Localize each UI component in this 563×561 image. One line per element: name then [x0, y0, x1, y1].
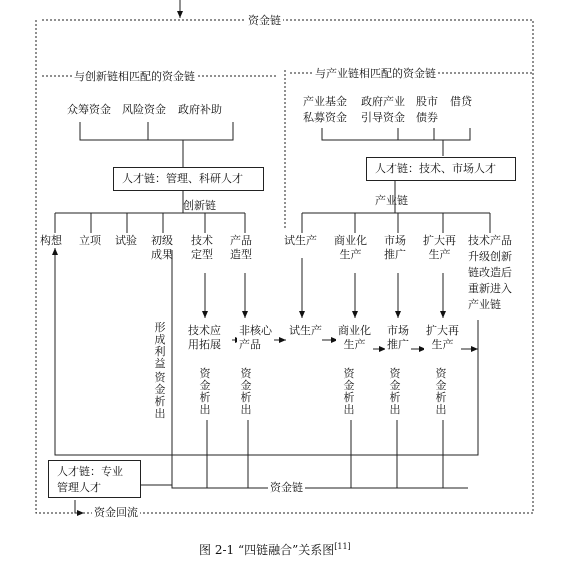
source-crowdfunding: 众筹资金 [67, 103, 111, 116]
source-stock-market: 股市 [416, 95, 438, 108]
capital-chain-bottom-label: 资金链 [270, 481, 303, 494]
source-guidance-fund: 引导资金 [361, 111, 405, 124]
industry-capital-bracket [322, 128, 470, 156]
caption-reference: [11] [334, 542, 351, 551]
industry-capital-title: 与产业链相匹配的资金链 [315, 67, 436, 80]
stage-expand-production: 扩大再 生产 [423, 234, 456, 261]
profit-formation-label: 形成利益 [154, 321, 166, 370]
source-government-subsidy: 政府补助 [178, 103, 222, 116]
stage-initial-result: 初级 成果 [151, 234, 173, 261]
source-private-equity: 私募资金 [303, 111, 347, 124]
talent-innovation-text: 人才链：管理、科研人才 [122, 172, 243, 185]
caption-text: 图 2-1 “四链融合”关系图 [199, 543, 335, 557]
node-trial-production: 试生产 [289, 324, 322, 337]
capital-chain-top-label: 资金链 [248, 14, 281, 27]
innovation-chain-bracket [55, 213, 245, 233]
stage-commercial-production: 商业化 生产 [334, 234, 367, 261]
source-venture-capital: 风险资金 [122, 103, 166, 116]
stage-concept: 构想 [40, 234, 62, 247]
node-noncore-product: 非核心 产品 [239, 324, 272, 351]
node-commercial-production: 商业化 生产 [338, 324, 371, 351]
stage-trial-production: 试生产 [284, 234, 317, 247]
capital-return-arrow [75, 500, 84, 513]
outflow-collection-bracket [172, 250, 468, 488]
source-gov-industry: 政府产业 [361, 95, 405, 108]
capital-outflow-1: 资金析出 [199, 367, 211, 416]
capital-return-label: 资金回流 [94, 506, 138, 519]
node-market-promotion: 市场 推广 [387, 324, 409, 351]
talent-industry-box [366, 157, 516, 181]
main-capital-outflow-label: 资金析出 [154, 371, 166, 420]
stage-project: 立项 [79, 234, 101, 247]
capital-outflow-4: 资金析出 [389, 367, 401, 416]
upgrade-note: 技术产品 升级创新 链改造后 重新进入 产业链 [468, 234, 512, 311]
innovation-capital-bracket [80, 122, 233, 168]
talent-professional-line1: 人才链：专业 [57, 465, 123, 478]
figure-caption [199, 540, 351, 557]
capital-outflow-3: 资金析出 [343, 367, 355, 416]
stage-experiment: 试验 [115, 234, 137, 247]
capital-outflow-2: 资金析出 [240, 367, 252, 416]
talent-professional-line2: 管理人才 [57, 481, 101, 494]
industry-chain-label: 产业链 [375, 194, 408, 207]
talent-industry-text: 人才链：技术、市场人才 [375, 162, 496, 175]
stage-product-model: 产品 造型 [230, 234, 252, 261]
innovation-chain-label: 创新链 [183, 199, 216, 212]
capital-chain-outer-frame [36, 20, 533, 513]
source-loans: 借贷 [450, 95, 472, 108]
talent-innovation-box [113, 167, 264, 191]
innovation-capital-title: 与创新链相匹配的资金链 [74, 70, 195, 83]
stage-tech-finalize: 技术 定型 [191, 234, 213, 261]
capital-outflow-5: 资金析出 [435, 367, 447, 416]
node-expand-production: 扩大再 生产 [426, 324, 459, 351]
source-bonds: 债券 [416, 111, 438, 124]
source-industry-fund: 产业基金 [303, 95, 347, 108]
stage-market-promotion: 市场 推广 [384, 234, 406, 261]
talent-professional-box [48, 460, 141, 498]
node-tech-application: 技术应 用拓展 [188, 324, 221, 351]
